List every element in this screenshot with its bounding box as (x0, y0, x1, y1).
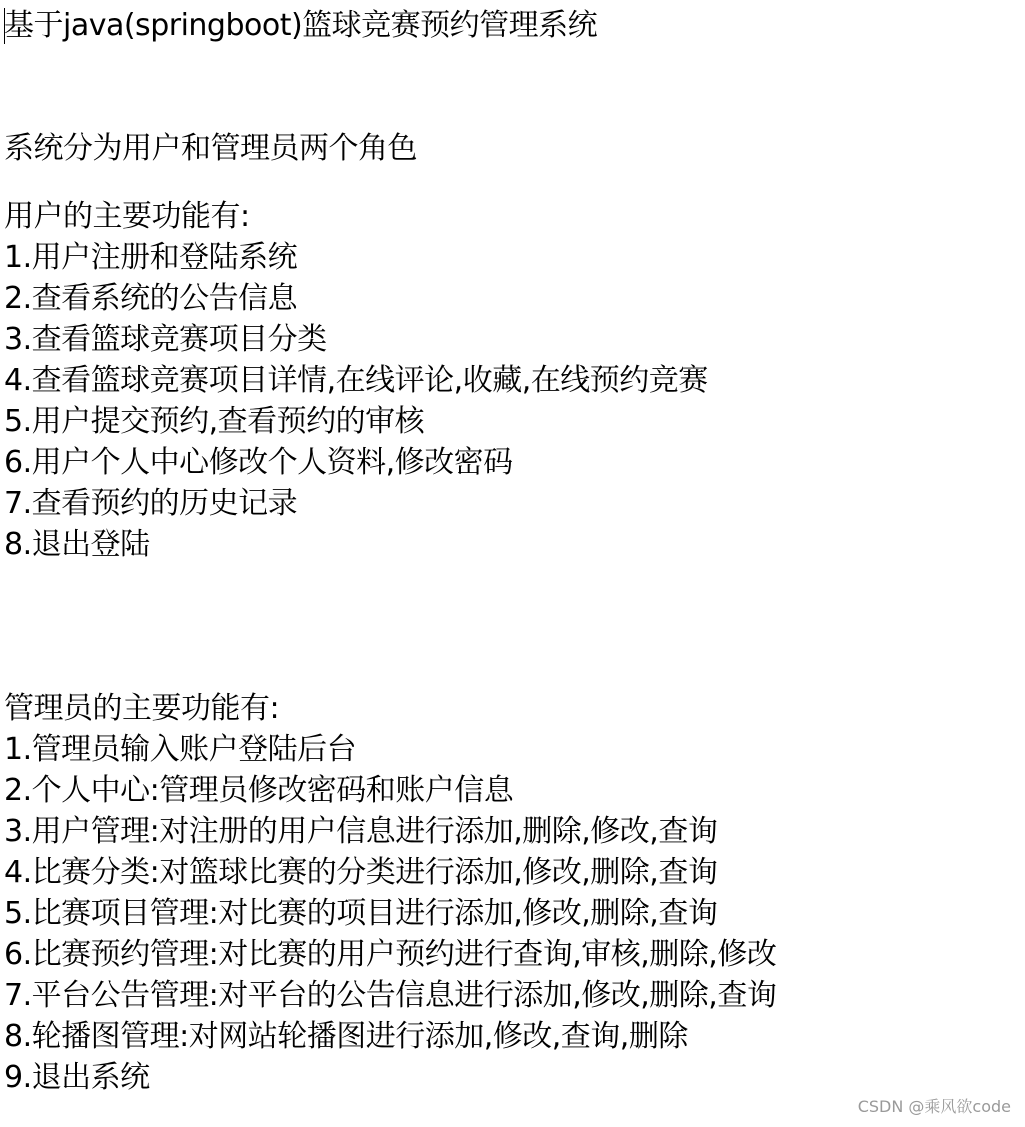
list-item: 3.查看篮球竞赛项目分类 (4, 322, 327, 357)
list-item: 6.比赛预约管理:对比赛的用户预约进行查询,审核,删除,修改 (4, 937, 777, 972)
list-item: 9.退出系统 (4, 1060, 150, 1095)
admin-section-heading: 管理员的主要功能有: (4, 691, 280, 726)
list-item: 1.用户注册和登陆系统 (4, 240, 298, 275)
spacer (4, 565, 1014, 688)
list-item: 3.用户管理:对注册的用户信息进行添加,删除,修改,查询 (4, 814, 718, 849)
list-item: 8.轮播图管理:对网站轮播图进行添加,修改,查询,删除 (4, 1019, 688, 1054)
list-item: 2.个人中心:管理员修改密码和账户信息 (4, 773, 514, 808)
list-item: 7.平台公告管理:对平台的公告信息进行添加,修改,删除,查询 (4, 978, 777, 1013)
spacer (4, 169, 1014, 196)
list-item: 6.用户个人中心修改个人资料,修改密码 (4, 445, 513, 480)
list-item: 8.退出登陆 (4, 527, 150, 562)
list-item: 5.用户提交预约,查看预约的审核 (4, 404, 425, 439)
list-item: 4.查看篮球竞赛项目详情,在线评论,收藏,在线预约竞赛 (4, 363, 708, 398)
user-section-heading: 用户的主要功能有: (4, 199, 250, 234)
list-item: 7.查看预约的历史记录 (4, 486, 298, 521)
document-title: 基于java(springboot)篮球竞赛预约管理系统 (4, 8, 598, 43)
list-item: 2.查看系统的公告信息 (4, 281, 298, 316)
spacer (4, 46, 1014, 128)
list-item: 1.管理员输入账户登陆后台 (4, 732, 357, 767)
intro-text: 系统分为用户和管理员两个角色 (4, 131, 417, 166)
list-item: 4.比赛分类:对篮球比赛的分类进行添加,修改,删除,查询 (4, 855, 718, 890)
watermark-text: CSDN @乘风欲code (857, 1097, 1011, 1116)
document-body (4, 0, 1014, 1098)
list-item: 5.比赛项目管理:对比赛的项目进行添加,修改,删除,查询 (4, 896, 718, 931)
